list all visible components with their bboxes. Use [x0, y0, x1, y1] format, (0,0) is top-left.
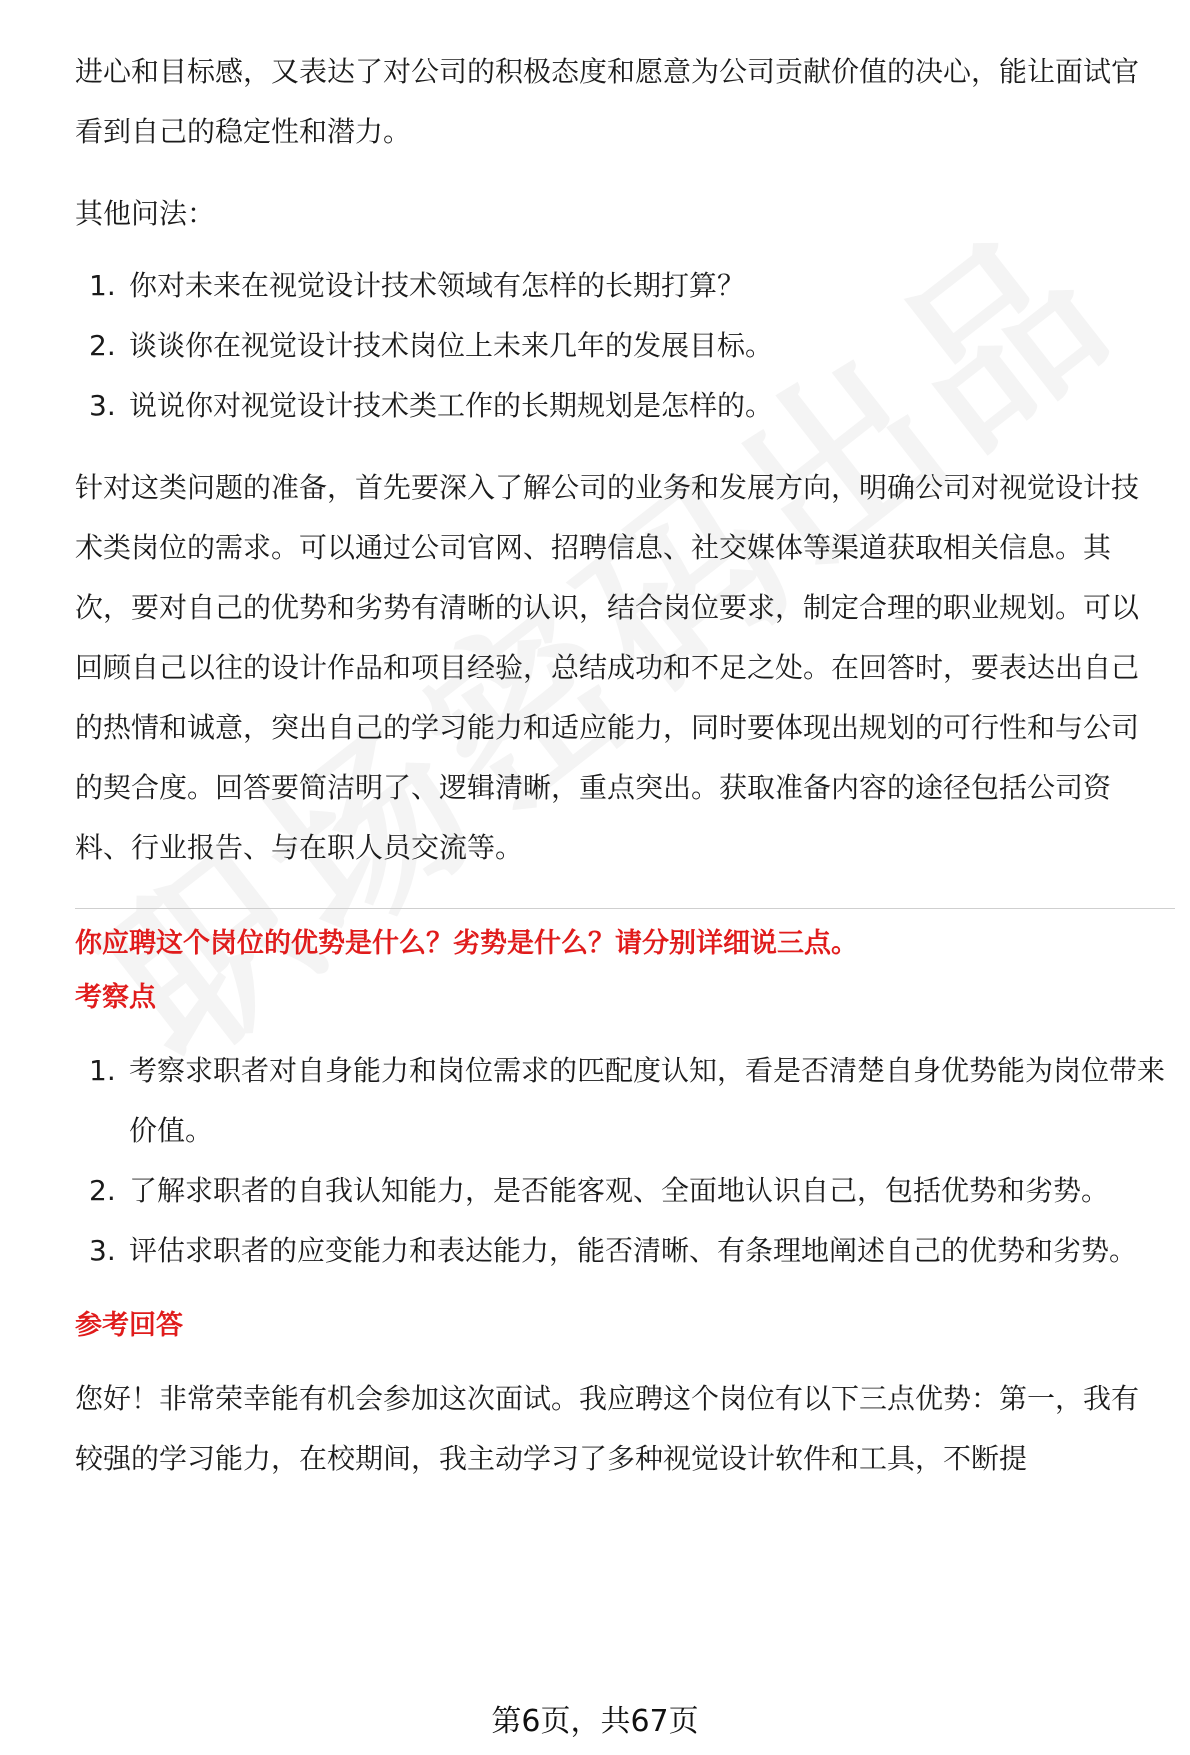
page-number: 第6页，共67页	[491, 1704, 699, 1739]
list-item: 1. 考察求职者对自身能力和岗位需求的匹配度认知，看是否清楚自身优势能为岗位带来价值。	[89, 1054, 1166, 1147]
other-questions-list	[75, 256, 1165, 436]
list-item: 3. 说说你对视觉设计技术类工作的长期规划是怎样的。	[89, 389, 774, 422]
list-item: 3. 评估求职者的应变能力和表达能力，能否清晰、有条理地阐述自己的优势和劣势。	[89, 1234, 1138, 1267]
question-title: 你应聘这个岗位的优势是什么？劣势是什么？请分别详细说三点。	[75, 928, 858, 959]
list-item: 1. 你对未来在视觉设计技术领域有怎样的长期打算？	[89, 269, 746, 302]
section-divider	[75, 908, 1175, 909]
list-item: 2. 谈谈你在视觉设计技术岗位上未来几年的发展目标。	[89, 329, 774, 362]
other-questions-label: 其他问法：	[75, 197, 216, 230]
document-page	[75, 42, 1165, 1489]
list-item: 2. 了解求职者的自我认知能力，是否能客观、全面地认识自己，包括优势和劣势。	[89, 1174, 1110, 1207]
points-list	[75, 1041, 1165, 1281]
intro-continuation: 进心和目标感，又表达了对公司的积极态度和愿意为公司贡献价值的决心，能让面试官看到自己的稳定性和潜力。	[75, 55, 1140, 148]
points-heading: 考察点	[75, 982, 156, 1013]
answer-paragraph: 您好！非常荣幸能有机会参加这次面试。我应聘这个岗位有以下三点优势：第一，我有较强的学习能力，在校期间，我主动学习了多种视觉设计软件和工具，不断提	[75, 1382, 1140, 1475]
preparation-paragraph: 针对这类问题的准备，首先要深入了解公司的业务和发展方向，明确公司对视觉设计技术类岗位的需求。可以通过公司官网、招聘信息、社交媒体等渠道获取相关信息。其次，要对自己的优势和劣势有清晰的认识，结合岗位要求，制定合理的职业规划。可以回顾自己以往的设计作品和项目经验，总结成功和不足之处。在回答时，要表达出自己的热情和诚意，突出自己的学习能力和适应能力，同时要体现出规划的可行性和与公司的契合度。回答要简洁明了、逻辑清晰，重点突出。获取准备内容的途径包括公司资料、行业报告、与在职人员交流等。	[75, 471, 1140, 864]
answer-heading: 参考回答	[75, 1310, 183, 1341]
